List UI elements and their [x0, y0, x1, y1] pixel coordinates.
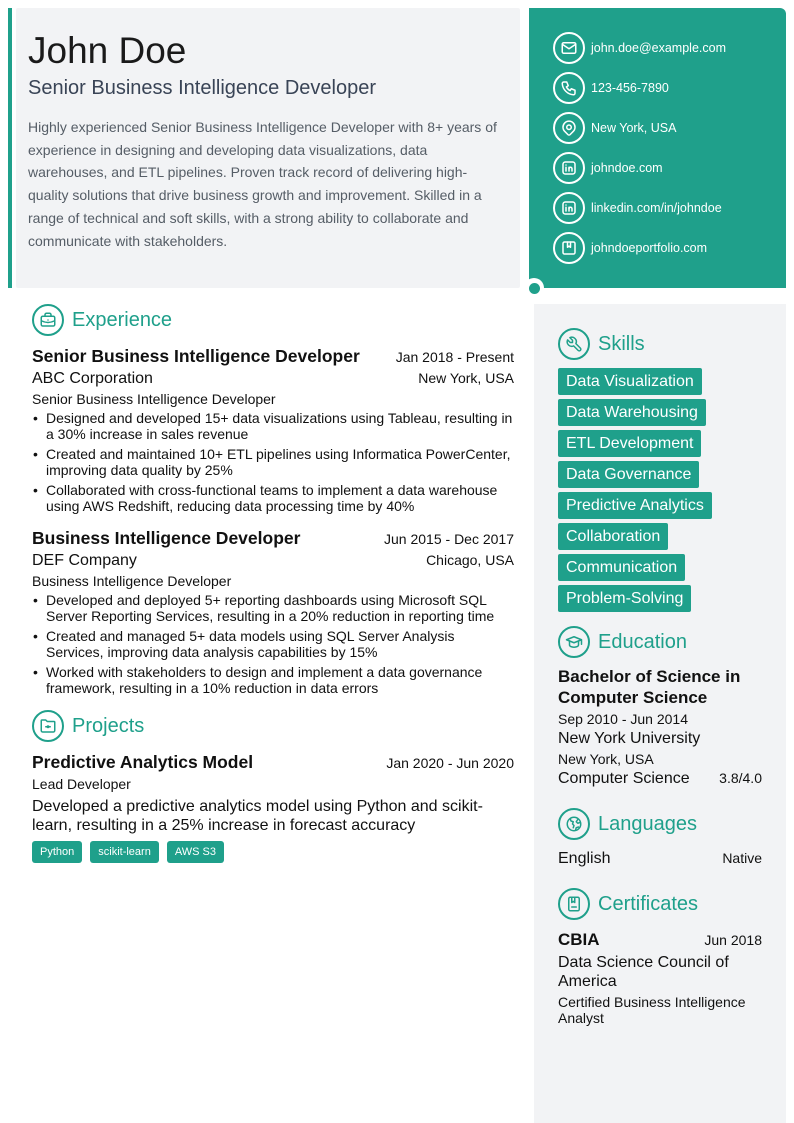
job-role: Business Intelligence Developer	[32, 573, 232, 589]
job-location: Chicago, USA	[426, 552, 514, 568]
timeline-dot	[524, 278, 544, 298]
certificates-title: Certificates	[598, 892, 699, 915]
contact-portfolio[interactable]	[553, 232, 786, 264]
project-date: Jan 2020 - Jun 2020	[386, 755, 514, 771]
skill-badge: ETL Development	[558, 430, 701, 457]
skill-badge: Communication	[558, 554, 685, 581]
job-location: New York, USA	[418, 370, 514, 386]
job-bullets	[32, 592, 514, 696]
candidate-name: John Doe	[28, 30, 187, 71]
job-company: ABC Corporation	[32, 370, 153, 387]
contact-phone[interactable]	[553, 72, 786, 104]
candidate-title: Senior Business Intelligence Developer	[28, 77, 376, 99]
project-name: Predictive Analytics Model	[32, 752, 254, 772]
skills-list	[558, 368, 762, 612]
project-tag: scikit-learn	[90, 841, 159, 863]
briefcase-icon	[32, 304, 64, 336]
skill-badge: Data Warehousing	[558, 399, 706, 426]
job-bullet: • Designed and developed 15+ data visualizations using Tableau, resulting in a 30% increase in sales revenue	[32, 410, 514, 442]
languages-title: Languages	[598, 812, 697, 835]
job-bullet: • Created and maintained 10+ ETL pipelines using Informatica PowerCenter, improving data quality by 25%	[32, 446, 514, 478]
graduation-cap-icon	[558, 626, 590, 658]
contact-portfolio-text: johndoeportfolio.com	[591, 241, 708, 255]
portfolio-icon	[553, 232, 585, 264]
certificate-icon	[558, 888, 590, 920]
languages-section	[558, 808, 762, 868]
contact-linkedin-text: linkedin.com/in/johndoe	[591, 201, 722, 215]
skills-heading	[558, 328, 762, 360]
contact-website-text: johndoe.com	[591, 161, 663, 175]
header-accent-bar	[8, 8, 12, 288]
education-degree: Bachelor of Science in Computer Science	[558, 667, 741, 707]
project-description: Developed a predictive analytics model using Python and scikit-learn, resulting in a 25% increase in forecast accuracy	[32, 798, 483, 834]
certificate-title: Certified Business Intelligence Analyst	[558, 994, 746, 1026]
wrench-icon	[558, 328, 590, 360]
header-panel	[16, 8, 520, 288]
experience-entry	[32, 528, 514, 696]
contact-website[interactable]	[553, 152, 786, 184]
globe-icon	[558, 808, 590, 840]
education-heading	[558, 626, 762, 658]
certificates-heading	[558, 888, 762, 920]
language-name: English	[558, 850, 611, 867]
languages-heading	[558, 808, 762, 840]
education-title: Education	[598, 630, 687, 653]
project-entry	[32, 752, 514, 863]
contact-location	[553, 112, 786, 144]
certificate-name: CBIA	[558, 930, 600, 949]
job-bullet: • Developed and deployed 5+ reporting dashboards using Microsoft SQL Server Reporting Services, resulting in a 20% reduction in reporting time	[32, 592, 514, 624]
skill-badge: Data Governance	[558, 461, 699, 488]
certificate-date: Jun 2018	[704, 932, 762, 948]
education-institution: New York University	[558, 730, 701, 747]
contact-linkedin[interactable]	[553, 192, 786, 224]
skills-title: Skills	[598, 332, 645, 355]
contact-phone-text: 123-456-7890	[591, 81, 669, 95]
folder-icon	[32, 710, 64, 742]
skill-badge: Problem-Solving	[558, 585, 691, 612]
language-row	[558, 850, 762, 868]
project-tags	[32, 841, 514, 863]
job-date: Jan 2018 - Present	[395, 349, 514, 365]
skill-badge: Predictive Analytics	[558, 492, 712, 519]
job-date: Jun 2015 - Dec 2017	[384, 531, 514, 547]
job-title: Business Intelligence Developer	[32, 528, 301, 548]
experience-heading	[32, 304, 514, 336]
project-tag: Python	[32, 841, 82, 863]
job-bullet: • Collaborated with cross-functional teams to implement a data warehouse using AWS Redshift, reducing data processing time by 40%	[32, 482, 514, 514]
job-bullet: • Created and managed 5+ data models using SQL Server Analysis Services, improving data analysis capabilities by 15%	[32, 628, 514, 660]
job-bullet: • Worked with stakeholders to design and implement a data governance framework, resulting in a 10% reduction in data errors	[32, 664, 514, 696]
contact-email-text: john.doe@example.com	[591, 41, 726, 55]
projects-title: Projects	[72, 714, 145, 737]
project-role: Lead Developer	[32, 776, 131, 792]
mail-icon	[553, 32, 585, 64]
projects-heading	[32, 710, 514, 742]
contact-panel	[529, 8, 786, 288]
project-tag: AWS S3	[167, 841, 224, 863]
experience-entry	[32, 346, 514, 514]
map-pin-icon	[553, 112, 585, 144]
summary: Highly experienced Senior Business Intelligence Developer with 8+ years of experience in designing and developing data visualizations, data warehouses, and ETL pipelines. Proven track record of delivering high-quality solutions that drive business growth and improvement. Skilled in a range of technical and soft skills, with a strong ability to collaborate and communicate with stakeholders.	[28, 119, 497, 249]
language-level: Native	[722, 850, 762, 866]
skill-badge: Collaboration	[558, 523, 668, 550]
certificates-section	[558, 888, 762, 1026]
main-column	[32, 304, 514, 863]
linkedin-icon	[553, 152, 585, 184]
skill-badge: Data Visualization	[558, 368, 702, 395]
education-location: New York, USA	[558, 751, 654, 767]
phone-icon	[553, 72, 585, 104]
experience-title: Experience	[72, 308, 173, 331]
job-bullets	[32, 410, 514, 514]
education-section	[558, 626, 762, 788]
education-field: Computer Science	[558, 770, 690, 787]
contact-email[interactable]	[553, 32, 786, 64]
job-company: DEF Company	[32, 552, 137, 569]
certificate-issuer: Data Science Council of America	[558, 954, 729, 990]
linkedin-icon	[553, 192, 585, 224]
contact-location-text: New York, USA	[591, 121, 677, 135]
sidebar	[534, 304, 786, 1123]
job-title: Senior Business Intelligence Developer	[32, 346, 360, 366]
education-dates: Sep 2010 - Jun 2014	[558, 711, 688, 727]
job-role: Senior Business Intelligence Developer	[32, 391, 276, 407]
education-gpa: 3.8/4.0	[719, 770, 762, 786]
